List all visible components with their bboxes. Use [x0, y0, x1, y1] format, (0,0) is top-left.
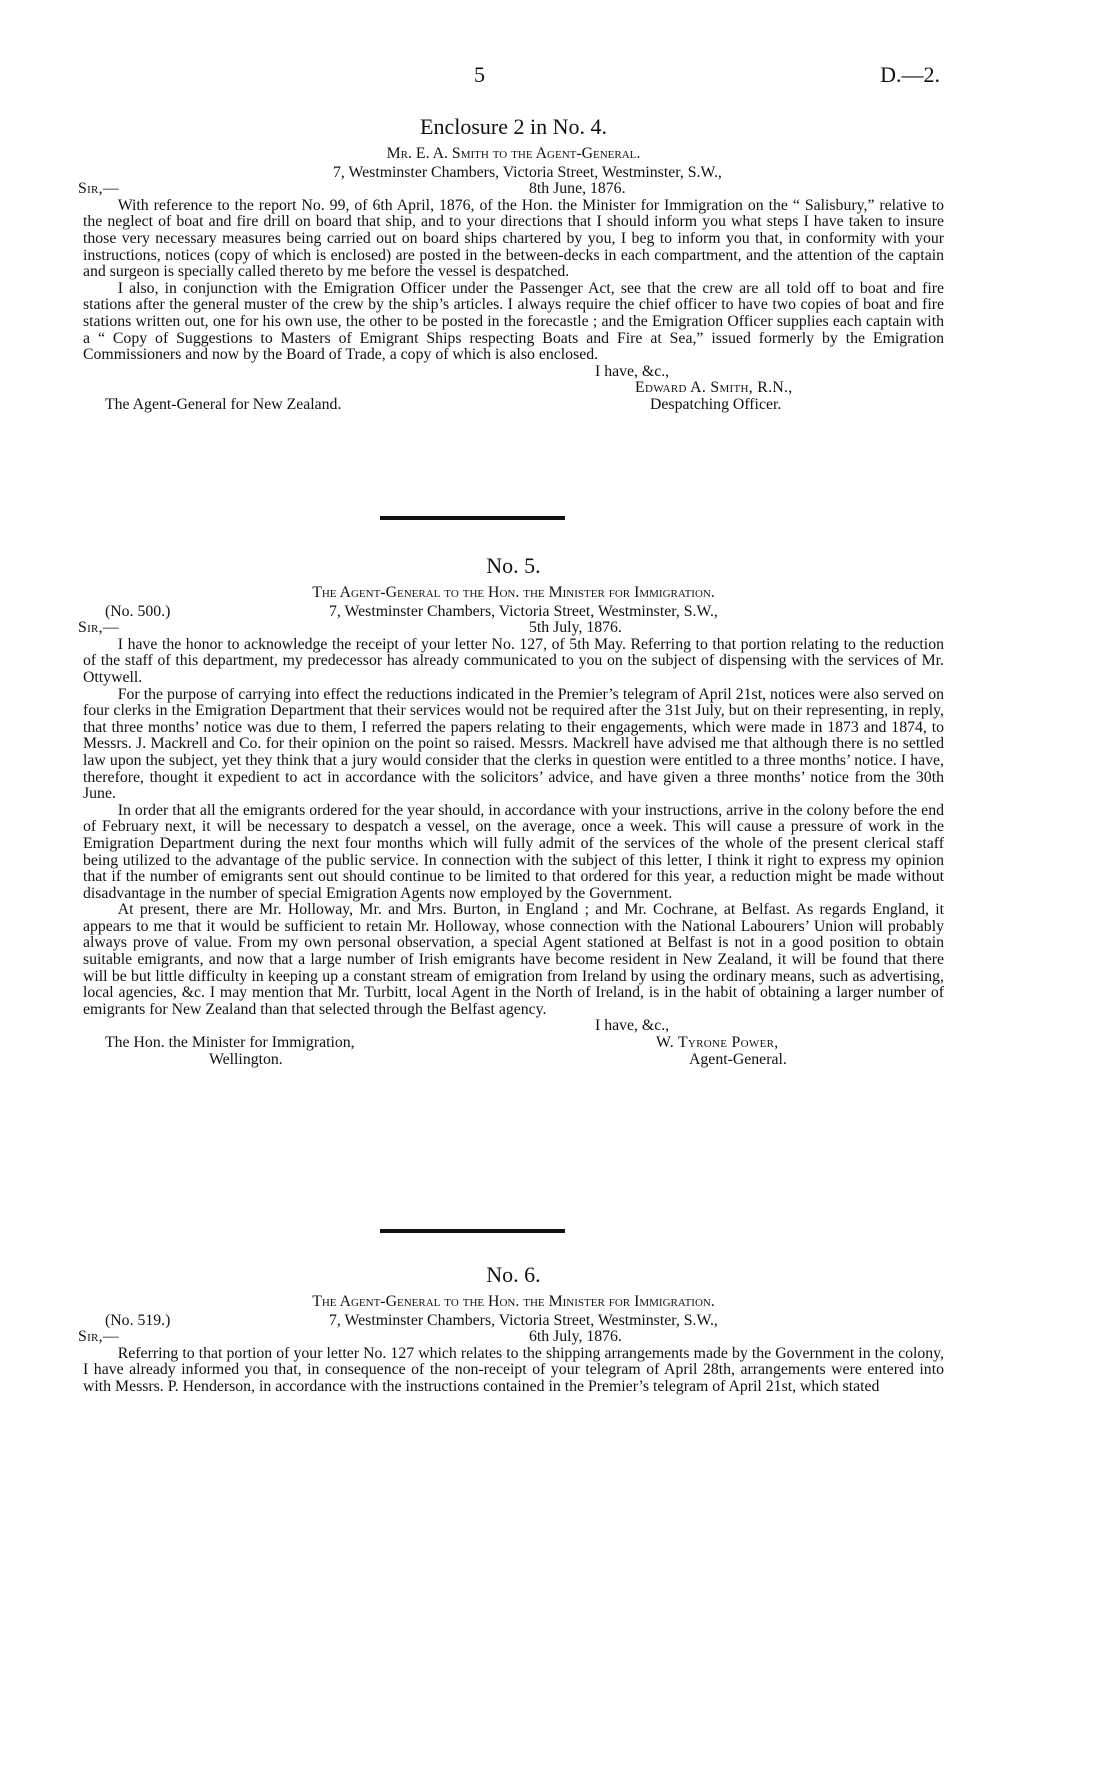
enclosure-from-to: Mr. E. A. Smith to the Agent-General.: [386, 145, 641, 162]
letter-no5-section: [78, 553, 944, 1068]
paragraph: For the purpose of carrying into effect the reductions indicated in the Premier’s telegram of April 21st, notices were also served on four clerks in the Emigration Department that their services would not be required after the 31st July, but on their representing, in reply, that three months’ notice was due to them, I referred the papers relating to their engagements, which were made in 1873 and 1874, to Messrs. J. Mackrell and Co. for their opinion on the point so raised. Messrs. Mackrell have advised me that although there is no settled law upon the subject, yet they think that a jury would consider that the clerks in question were entitled to a three months’ notice. I have, therefore, thought it expedient to act in accordance with the solicitors’ advice, and have given a three months’ notice from the 30th June.: [83, 685, 944, 803]
signer-title: Despatching Officer.: [650, 395, 782, 413]
salutation-row: [78, 180, 944, 198]
ref-address-row: [83, 604, 944, 621]
signer-title: Agent-General.: [689, 1050, 787, 1068]
letter-ref: (No. 500.): [105, 602, 171, 620]
closing-row: [83, 1018, 944, 1035]
closing: I have, &c.,: [595, 1017, 670, 1035]
letter-no6-section: [78, 1262, 944, 1396]
section-divider: [380, 1229, 565, 1233]
closing: I have, &c.,: [595, 362, 670, 380]
signer-name: Edward A. Smith, R.N.,: [635, 379, 793, 397]
address: 7, Westminster Chambers, Victoria Street, Westminster, S.W.,: [333, 163, 722, 181]
paragraph: In order that all the emigrants ordered for the year should, in accordance with your instructions, arrive in the colony before the end of February next, it will be necessary to despatch a vessel, on the average, once a week. This will cause a pressure of work in the Emigration Department during the next four months which will fully admit of the services of the whole of the present clerical staff being utilized to the advantage of the public service. In connection with the subject of this letter, I think it right to express my opinion that if the number of emigrants sent out should continue to be limited to that ordered for this year, a reduction might be made without disadvantage in the number of special Emigration Agents now employed by the Government.: [83, 801, 944, 902]
salutation: Sir,—: [78, 180, 120, 198]
signer-row: [83, 380, 944, 397]
letter-date: 5th July, 1876.: [529, 619, 622, 637]
page-number: 5: [474, 62, 485, 87]
closing-row: [83, 364, 944, 381]
document-reference: D.—2.: [880, 62, 940, 87]
city-title-row: [83, 1052, 944, 1069]
paragraph: I have the honor to acknowledge the receipt of your letter No. 127, of 5th May. Referring to that portion relating to the reduction of the staff of this department, my predecessor has already communicated to you on the subject of dispensing with the services of Mr. Ottywell.: [83, 635, 944, 686]
salutation: Sir,—: [78, 1328, 120, 1346]
section-divider: [380, 516, 565, 520]
letter-from-to: The Agent-General to the Hon. the Minister for Immigration.: [312, 584, 715, 601]
signer-name: W. Tyrone Power,: [656, 1034, 779, 1052]
addressee-signer-row: [83, 1035, 944, 1052]
letter-ref: (No. 519.): [105, 1311, 171, 1329]
address: 7, Westminster Chambers, Victoria Street, Westminster, S.W.,: [329, 1311, 718, 1329]
enclosure-2-section: [78, 114, 944, 414]
page-header: [0, 62, 1114, 92]
paragraph: With reference to the report No. 99, of 6th April, 1876, of the Hon. the Minister for Immigration on the “ Salisbury,” relative to the neglect of boat and fire drill on board that ship, and to your directions that I should inform you what steps I have taken to insure those very necessary measures being carried out on board ships chartered by you, I beg to inform you that, in conformity with your instructions, notices (copy of which is enclosed) are posted in the between-decks in each compartment, and the attention of the captain and surgeon is specially called thereto by me before the vessel is despatched.: [83, 196, 944, 281]
salutation-row: [78, 619, 944, 637]
letter-date: 8th June, 1876.: [529, 180, 626, 198]
address: 7, Westminster Chambers, Victoria Street, Westminster, S.W.,: [329, 602, 718, 620]
letter-from-to: The Agent-General to the Hon. the Minister for Immigration.: [312, 1293, 715, 1310]
letter-title: No. 6.: [486, 1262, 541, 1287]
ref-address-row: [83, 1313, 944, 1330]
paragraph: At present, there are Mr. Holloway, Mr. and Mrs. Burton, in England ; and Mr. Cochrane, at Belfast. As regards England, it appears to me that it would be sufficient to retain Mr. Holloway, whose connection with the National Labourers’ Union will probably always prove of value. From my own personal observation, a special Agent stationed at Belfast is not in a good position to obtain suitable emigrants, and now that a large number of Irish emigrants have become resident in New Zealand, it will be found that there will be but little difficulty in keeping up a constant stream of emigration from Ireland by using the ordinary means, such as advertising, local agencies, &c. I may mention that Mr. Turbitt, local Agent in the North of Ireland, is in the habit of obtaining a larger number of emigrants for New Zealand than that selected through the Belfast agency.: [83, 901, 944, 1018]
addressee-row: [83, 397, 944, 414]
paragraph: Referring to that portion of your letter No. 127 which relates to the shipping arrangements made by the Government in the colony, I have already informed you that, in consequence of the non-receipt of your telegram of April 28th, arrangements were entered into with Messrs. P. Henderson, in accordance with the instructions contained in the Premier’s telegram of April 21st, which stated: [83, 1344, 944, 1395]
letter-date: 6th July, 1876.: [529, 1328, 622, 1346]
salutation: Sir,—: [78, 619, 120, 637]
addressee: The Agent-General for New Zealand.: [105, 395, 342, 413]
salutation-row: [78, 1328, 944, 1346]
addressee-city: Wellington.: [209, 1050, 283, 1068]
enclosure-title: Enclosure 2 in No. 4.: [420, 114, 607, 139]
paragraph: I also, in conjunction with the Emigration Officer under the Passenger Act, see that the crew are all told off to boat and fire stations after the general muster of the crew by the ship’s articles. I always require the chief officer to have two copies of boat and fire stations written out, one for his own use, the other to be posted in the forecastle ; and the Emigration Officer supplies each captain with a “ Copy of Suggestions to Masters of Emigrant Ships respecting Boats and Fire at Sea,” issued formerly by the Emigration Commissioners and now by the Board of Trade, a copy of which is also enclosed.: [83, 279, 944, 364]
address-row: [83, 165, 944, 182]
addressee: The Hon. the Minister for Immigration,: [105, 1034, 355, 1052]
letter-title: No. 5.: [486, 553, 541, 578]
